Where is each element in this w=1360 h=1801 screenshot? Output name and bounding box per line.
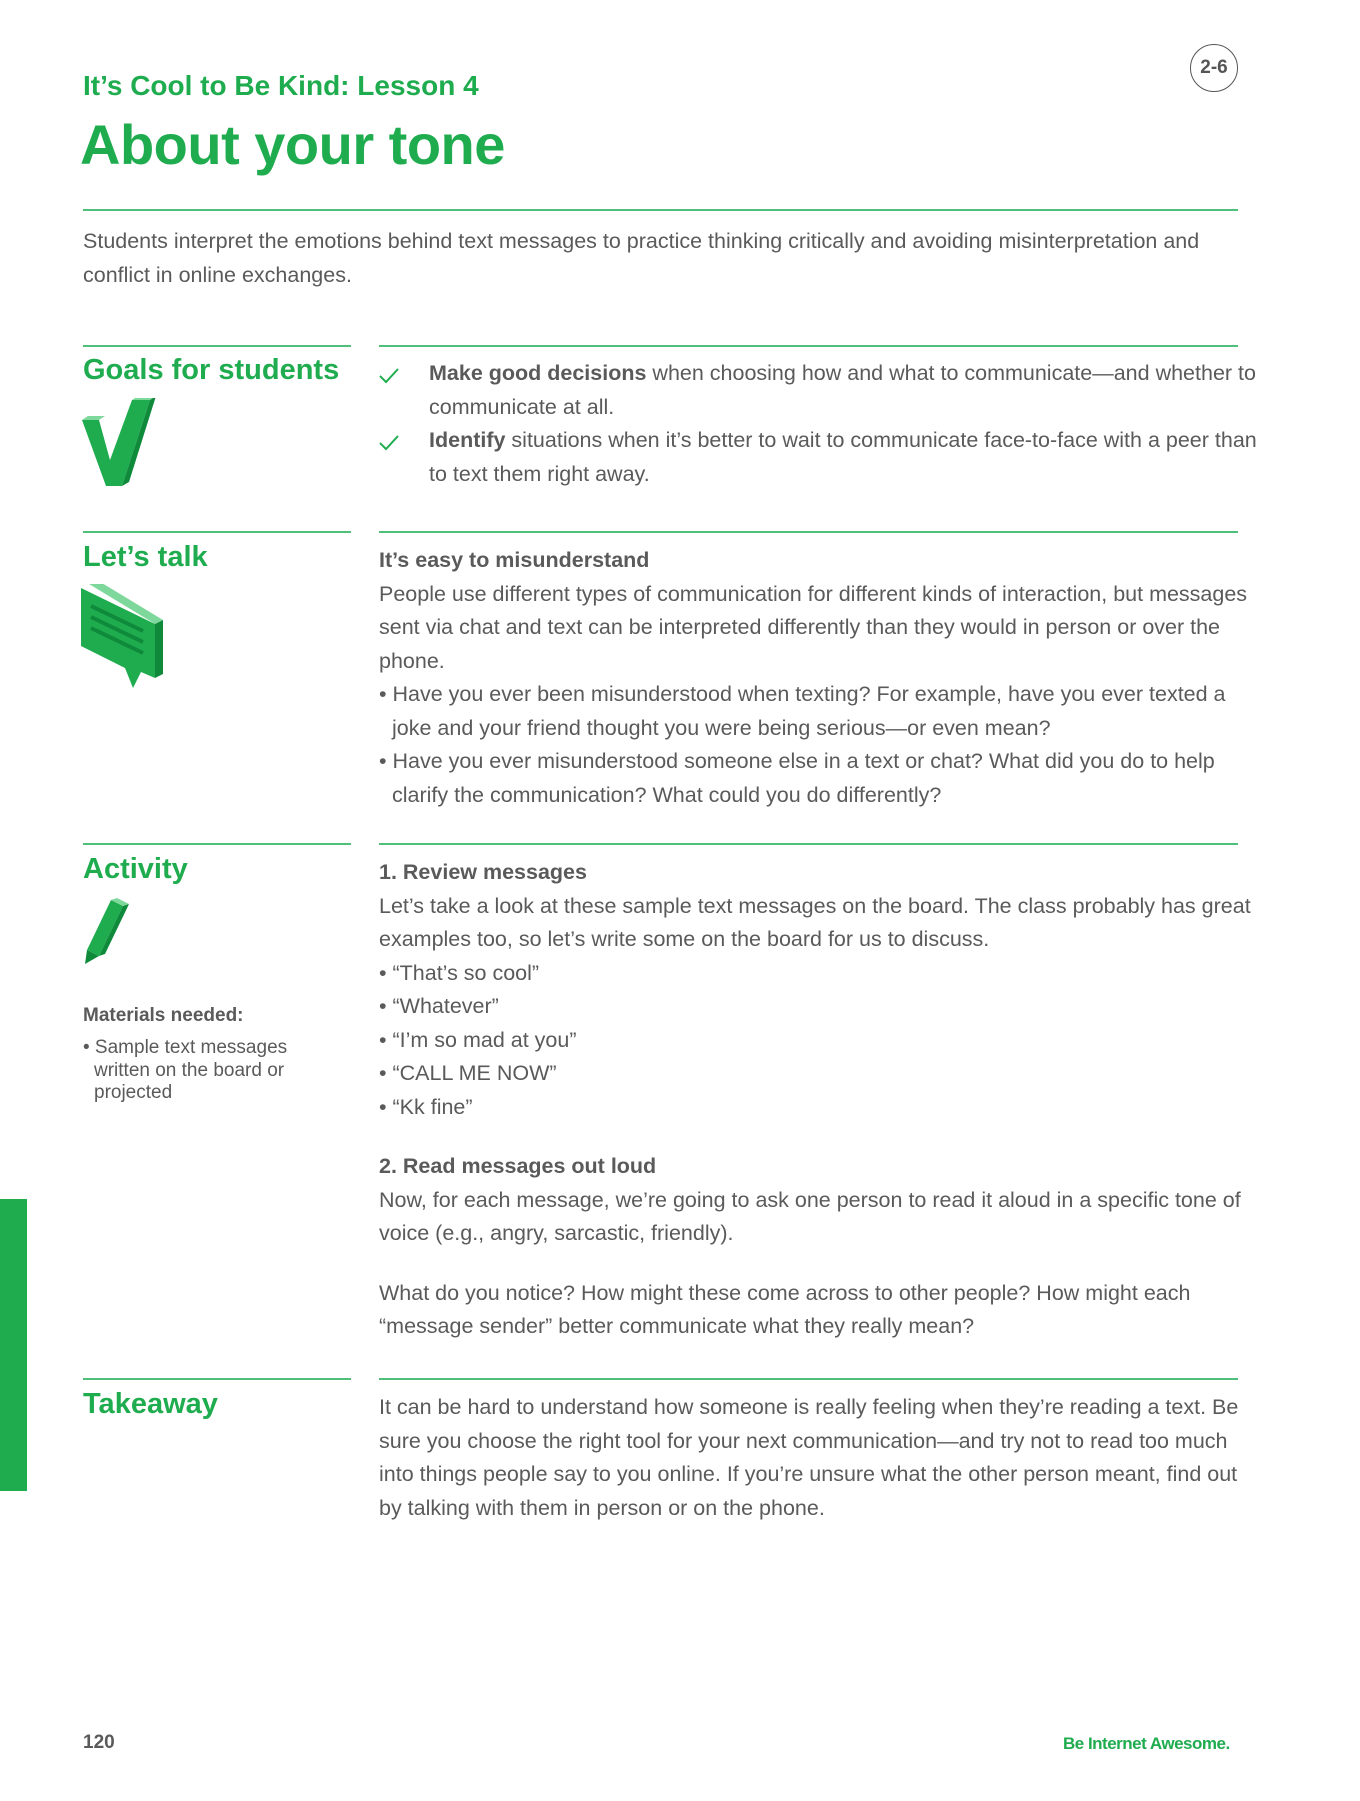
chat-bubble-icon bbox=[81, 584, 163, 695]
goal-text: when choosing how and what to communicate—and whether to communicate at all. bbox=[429, 361, 1256, 419]
list-item: • Have you ever been misunderstood when texting? For example, have you ever texted a joke and your friend thought you were being serious—or even mean? bbox=[379, 682, 1226, 740]
goal-text: situations when it’s better to wait to communicate face-to-face with a peer than to text them right away. bbox=[429, 428, 1257, 486]
intro-text: Students interpret the emotions behind text messages to practice thinking critically and avoiding misinterpretation and conflict in online exchanges. bbox=[83, 229, 1200, 287]
page-title: About your tone bbox=[80, 113, 505, 176]
divider bbox=[83, 209, 1238, 211]
checkmark-icon bbox=[379, 428, 399, 462]
goal-item bbox=[379, 357, 1259, 424]
materials-list bbox=[83, 1037, 313, 1105]
list-item: • “Kk fine” bbox=[379, 1094, 473, 1119]
lets-talk-body bbox=[379, 544, 1259, 812]
grade-badge: 2-6 bbox=[1190, 44, 1238, 92]
goal-bold: Make good decisions bbox=[429, 361, 647, 385]
divider bbox=[83, 531, 351, 533]
page-number: 120 bbox=[83, 1732, 115, 1753]
materials-heading: Materials needed: bbox=[83, 1005, 244, 1026]
takeaway-text: It can be hard to understand how someone is really feeling when they’re reading a text. Be sure you choose the right tool for your next communication—and try not to read too much into things people say to you online. If you’re unsure what the other person meant, find out by talking with them in person or on the phone. bbox=[379, 1395, 1239, 1520]
divider bbox=[379, 1378, 1238, 1380]
divider bbox=[83, 1378, 351, 1380]
list-item: • “CALL ME NOW” bbox=[379, 1061, 557, 1085]
pencil-icon bbox=[83, 898, 129, 971]
activity-body bbox=[379, 856, 1259, 1344]
list-item: • Have you ever misunderstood someone else in a text or chat? What did you do to help clarify the communication? What could you do differently? bbox=[379, 749, 1215, 807]
goal-bold: Identify bbox=[429, 428, 506, 452]
divider bbox=[379, 843, 1238, 845]
step2-questions: What do you notice? How might these come across to other people? How might each “message sender” better communicate what they really mean? bbox=[379, 1280, 1191, 1338]
check-icon bbox=[80, 398, 156, 493]
lets-talk-title: Let’s talk bbox=[83, 541, 208, 573]
lets-talk-heading: It’s easy to misunderstand bbox=[379, 548, 650, 572]
checkmark-icon bbox=[379, 361, 399, 395]
list-item: • “Whatever” bbox=[379, 994, 499, 1018]
lets-talk-paragraph: People use different types of communication for different kinds of interaction, but messages sent via chat and text can be interpreted differently than they would in person or over the phone. bbox=[379, 581, 1248, 673]
brand-logo: Be Internet Awesome. bbox=[1063, 1734, 1230, 1753]
side-tab bbox=[0, 1199, 27, 1491]
divider bbox=[379, 531, 1238, 533]
lesson-label: It’s Cool to Be Kind: Lesson 4 bbox=[83, 70, 479, 101]
list-item: • “That’s so cool” bbox=[379, 960, 540, 985]
step1-heading: 1. Review messages bbox=[379, 860, 587, 884]
step1-text: Let’s take a look at these sample text messages on the board. The class probably has great examples too, so let’s write some on the board for us to discuss. bbox=[379, 893, 1251, 951]
activity-title: Activity bbox=[83, 853, 188, 885]
goals-title: Goals for students bbox=[83, 354, 340, 386]
step2-heading: 2. Read messages out loud bbox=[379, 1154, 657, 1178]
takeaway-title: Takeaway bbox=[83, 1388, 218, 1420]
divider bbox=[83, 345, 351, 347]
step2-text: Now, for each message, we’re going to ask one person to read it aloud in a specific tone of voice (e.g., angry, sarcastic, friendly). bbox=[379, 1187, 1241, 1245]
goal-item bbox=[379, 424, 1259, 491]
goals-list bbox=[379, 357, 1259, 491]
list-item: • “I’m so mad at you” bbox=[379, 1027, 577, 1052]
list-item: • Sample text messages written on the board or projected bbox=[83, 1037, 288, 1103]
divider bbox=[379, 345, 1238, 347]
divider bbox=[83, 843, 351, 845]
